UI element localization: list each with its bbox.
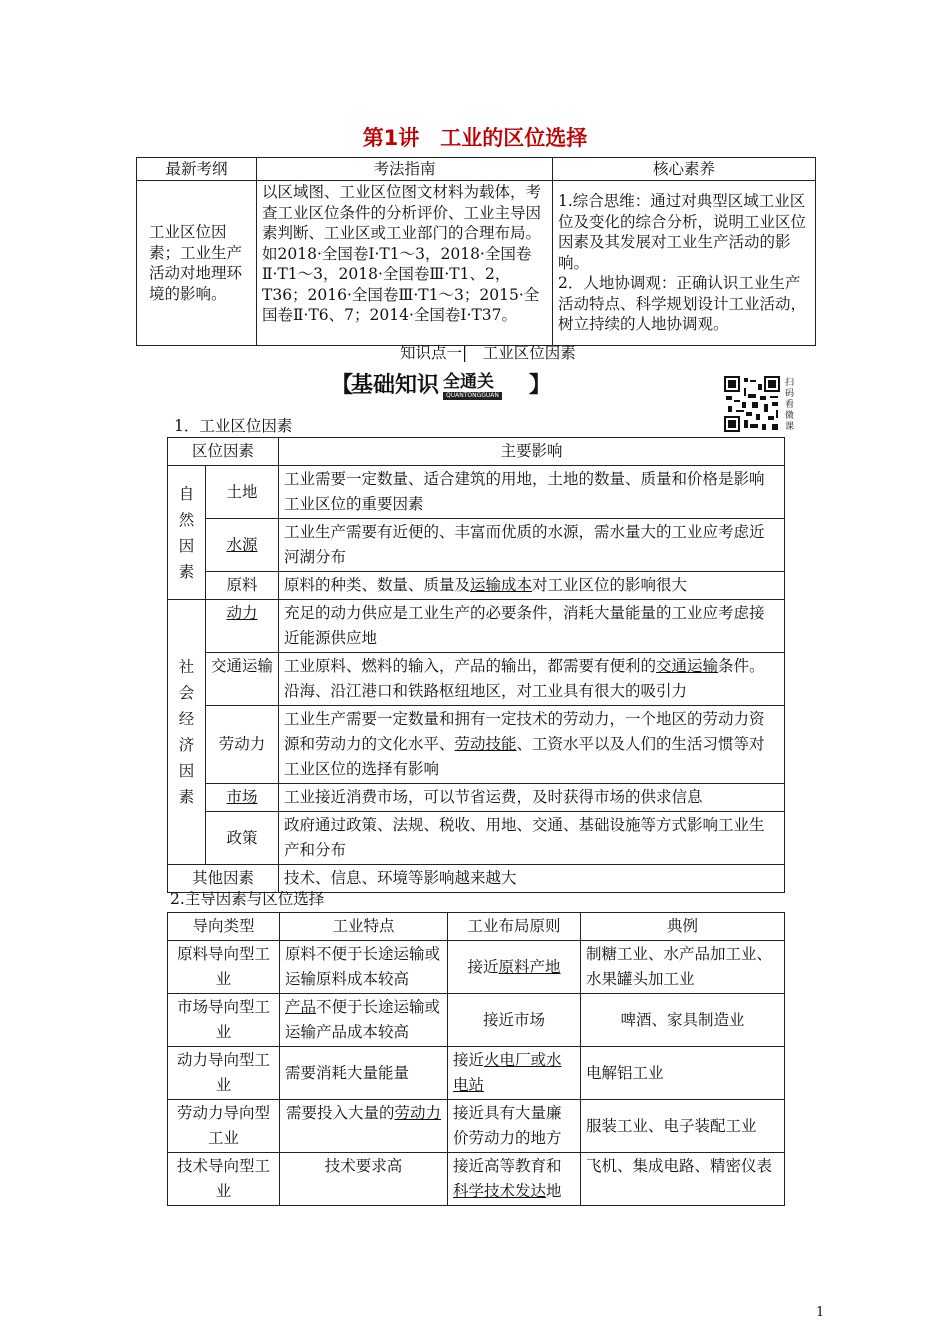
industry-feature: 需要投入大量的劳动力 [280, 1100, 448, 1153]
orientation-type: 劳动力导向型工业 [168, 1100, 280, 1153]
section-1-heading: 1．工业区位因素 [174, 417, 293, 435]
industry-feature: 需要消耗大量能量 [280, 1047, 448, 1100]
industry-feature: 产品不便于长途运输或运输产品成本较高 [280, 994, 448, 1047]
literacy-cell: 1.综合思维：通过对典型区域工业区位及变化的综合分析，说明工业区位因素及其发展对工业生产活动的影响。 2．人地协调观：正确认识工业生产活动特点、科学规划设计工业活动，树立持续的人地协调观。 [553, 181, 816, 346]
factor-name: 水源 [206, 519, 279, 572]
layout-principle: 接近具有大量廉价劳动力的地方 [448, 1100, 581, 1153]
factor-desc: 工业原料、燃料的输入，产品的输出，都需要有便利的交通运输条件。沿海、沿江港口和铁路枢纽地区，对工业具有很大的吸引力 [279, 653, 785, 706]
header-table [136, 157, 816, 346]
section-2-heading: 2.主导因素与区位选择 [170, 890, 325, 908]
other-factor-name: 其他因素 [168, 865, 279, 893]
factor-name: 动力 [206, 600, 279, 653]
industry-example: 制糖工业、水产品加工业、水果罐头加工业 [581, 941, 785, 994]
example-header: 典例 [581, 913, 785, 941]
factor-desc: 工业生产需要一定数量和拥有一定技术的劳动力，一个地区的劳动力资源和劳动力的文化水平、劳动技能、工资水平以及人们的生活习惯等对工业区位的选择有影响 [279, 706, 785, 784]
industry-example: 电解铝工业 [581, 1047, 785, 1100]
factor-desc: 工业需要一定数量、适合建筑的用地，土地的数量、质量和价格是影响工业区位的重要因素 [279, 466, 785, 519]
feature-header: 工业特点 [280, 913, 448, 941]
factor-desc: 原料的种类、数量、质量及运输成本对工业区位的影响很大 [279, 572, 785, 600]
orientation-type: 原料导向型工业 [168, 941, 280, 994]
layout-principle: 接近火电厂或水电站 [448, 1047, 581, 1100]
col-outline-header: 最新考纲 [137, 158, 257, 181]
industry-example: 服装工业、电子装配工业 [581, 1100, 785, 1153]
guide-cell: 以区域图、工业区位图文材料为载体，考查工业区位条件的分析评价、工业主导因素判断、工业区或工业部门的合理布局。如2018·全国卷Ⅰ·T1～3，2018·全国卷Ⅱ·T1～3，2018·全国卷Ⅲ·T1、2，T36；2016·全国卷Ⅲ·T1～3；2015·全国卷Ⅱ·T6、7；2014·全国卷Ⅰ·T37。 [257, 181, 553, 346]
factor-desc: 工业生产需要有近便的、丰富而优质的水源，需水量大的工业应考虑近河湖分布 [279, 519, 785, 572]
orientation-type: 市场导向型工业 [168, 994, 280, 1047]
banner-tag: 全通关 QUANTONGGUAN [443, 372, 527, 400]
factor-name: 政策 [206, 812, 279, 865]
factor-name: 土地 [206, 466, 279, 519]
industry-feature: 原料不便于长途运输或运输原料成本较高 [280, 941, 448, 994]
col-literacy-header: 核心素养 [553, 158, 816, 181]
social-factors-group: 社会经济因素 [168, 600, 206, 865]
other-factor-desc: 技术、信息、环境等影响越来越大 [279, 865, 785, 893]
industry-feature: 技术要求高 [280, 1153, 448, 1206]
qr-caption: 扫码看微课 [785, 378, 795, 432]
knowledge-point-heading: 知识点一| 工业区位因素 [400, 344, 576, 362]
factor-desc: 充足的动力供应是工业生产的必要条件，消耗大量能量的工业应考虑接近能源供应地 [279, 600, 785, 653]
natural-factors-group: 自然因素 [168, 466, 206, 600]
type-header: 导向类型 [168, 913, 280, 941]
factor-name: 市场 [206, 784, 279, 812]
orientation-type: 动力导向型工业 [168, 1047, 280, 1100]
layout-principle: 接近原料产地 [448, 941, 581, 994]
factor-name: 原料 [206, 572, 279, 600]
factor-name: 交通运输 [206, 653, 279, 706]
qr-code-icon[interactable] [724, 376, 780, 432]
page-title: 第1讲 工业的区位选择 [362, 126, 588, 150]
orientation-type: 技术导向型工业 [168, 1153, 280, 1206]
location-factors-table [167, 437, 785, 893]
industry-example: 飞机、集成电路、精密仪表 [581, 1153, 785, 1206]
page-number: 1 [816, 1305, 825, 1320]
outline-cell: 工业区位因素；工业生产活动对地理环境的影响。 [137, 181, 257, 346]
banner: 【 基础知识 全通关 QUANTONGGUAN 】 [331, 372, 552, 399]
orientation-table [167, 912, 785, 1206]
factor-name: 劳动力 [206, 706, 279, 784]
banner-main: 基础知识 [351, 373, 440, 398]
factor-desc: 政府通过政策、法规、税收、用地、交通、基础设施等方式影响工业生产和分布 [279, 812, 785, 865]
impact-header: 主要影响 [279, 438, 785, 466]
principle-header: 工业布局原则 [448, 913, 581, 941]
layout-principle: 接近高等教育和科学技术发达地 [448, 1153, 581, 1206]
layout-principle: 接近市场 [448, 994, 581, 1047]
industry-example: 啤酒、家具制造业 [581, 994, 785, 1047]
factor-header: 区位因素 [168, 438, 279, 466]
factor-desc: 工业接近消费市场，可以节省运费，及时获得市场的供求信息 [279, 784, 785, 812]
col-guide-header: 考法指南 [257, 158, 553, 181]
